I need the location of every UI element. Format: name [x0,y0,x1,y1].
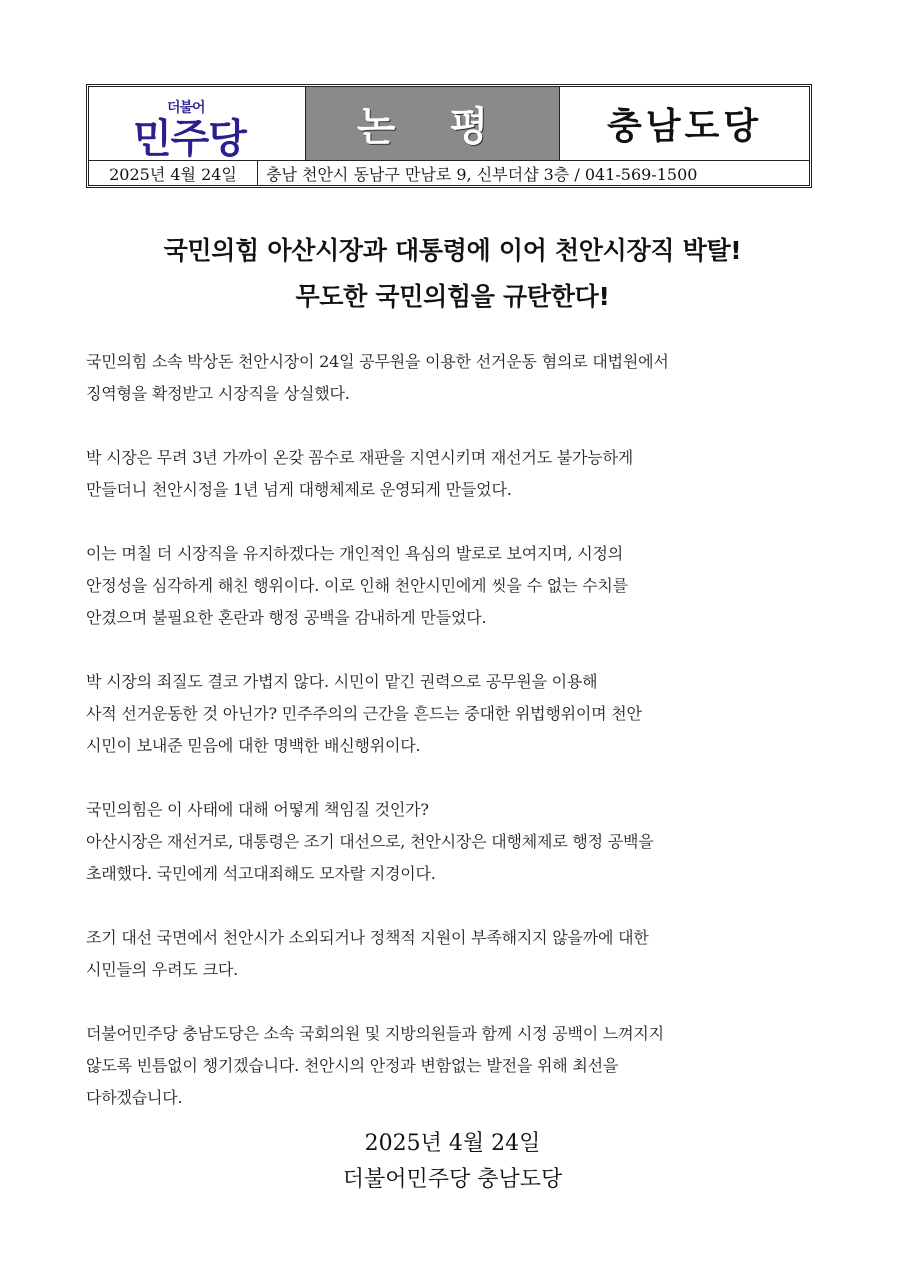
headline-line-1: 국민의힘 아산시장과 대통령에 이어 천안시장직 박탈! [163,236,742,265]
headline-line-2: 무도한 국민의힘을 규탄한다! [295,282,610,311]
paragraph-line: 사적 선거운동한 것 아닌가? 민주주의의 근간을 흔드는 중대한 위법행위이며 천안 [86,704,642,723]
paragraph-line: 않도록 빈틈없이 챙기겠습니다. 천안시의 안정과 변함없는 발전을 위해 최선을 [86,1056,619,1075]
paragraph-line: 국민의힘은 이 사태에 대해 어떻게 책임질 것인가? [86,800,429,819]
headline [0,228,905,320]
paragraph-line: 시민들의 우려도 크다. [86,960,238,979]
logo-small-text: 더불어 [167,100,205,116]
paragraph-line: 안겼으며 불필요한 혼란과 행정 공백을 감내하게 만들었다. [86,608,487,627]
paragraph-line: 시민이 보내준 믿음에 대한 명백한 배신행위이다. [86,736,421,755]
paragraph [86,442,820,506]
paragraph-line: 징역형을 확정받고 시장직을 상실했다. [86,384,350,403]
paragraph-line: 다하겠습니다. [86,1088,183,1107]
footer-date: 2025년 4월 24일 [364,1131,541,1156]
logo-main-text: 민주당 [133,116,246,162]
paragraph [86,794,820,890]
paragraph [86,666,820,762]
statement-body [86,346,820,1146]
paragraph-line: 아산시장은 재선거로, 대통령은 조기 대선으로, 천안시장은 대행체제로 행정 공백을 [86,832,654,851]
paragraph-line: 박 시장은 무려 3년 가까이 온갖 꼼수로 재판을 지연시키며 재선거도 불가능하게 [86,448,634,467]
issue-date: 2025년 4월 24일 [89,161,258,185]
paragraph-line: 박 시장의 죄질도 결코 가볍지 않다. 시민이 맡긴 권력으로 공무원을 이용해 [86,672,598,691]
statement-footer [0,1126,905,1198]
document-type-title: 논 평 [356,103,509,150]
paragraph [86,1018,820,1114]
paragraph-line: 국민의힘 소속 박상돈 천안시장이 24일 공무원을 이용한 선거운동 혐의로 대법원에서 [86,352,669,371]
paragraph-line: 안정성을 심각하게 해친 행위이다. 이로 인해 천안시민에게 씻을 수 없는 수치를 [86,576,628,595]
header-info-row [89,161,809,185]
paragraph-line: 만들더니 천안시정을 1년 넘게 대행체제로 운영되게 만들었다. [86,480,512,499]
paragraph [86,922,820,986]
footer-signature: 더불어민주당 충남도당 [342,1167,563,1192]
header-top-row [89,87,809,161]
office-address: 충남 천안시 동남구 만남로 9, 신부더샵 3층 / 041-569-1500 [266,164,698,184]
paragraph-line: 더불어민주당 충남도당은 소속 국회의원 및 지방의원들과 함께 시정 공백이 느껴지지 [86,1024,664,1043]
branch-cell [560,87,809,160]
paragraph-line: 조기 대선 국면에서 천안시가 소외되거나 정책적 지원이 부족해지지 않을까에 대한 [86,928,649,947]
paragraph [86,538,820,634]
branch-name: 충남도당 [606,106,763,147]
document-type-cell [306,87,560,160]
paragraph [86,346,820,410]
press-header [86,84,812,188]
party-logo [89,87,306,160]
paragraph-line: 초래했다. 국민에게 석고대죄해도 모자랄 지경이다. [86,864,436,883]
paragraph-line: 이는 며칠 더 시장직을 유지하겠다는 개인적인 욕심의 발로로 보여지며, 시정의 [86,544,624,563]
